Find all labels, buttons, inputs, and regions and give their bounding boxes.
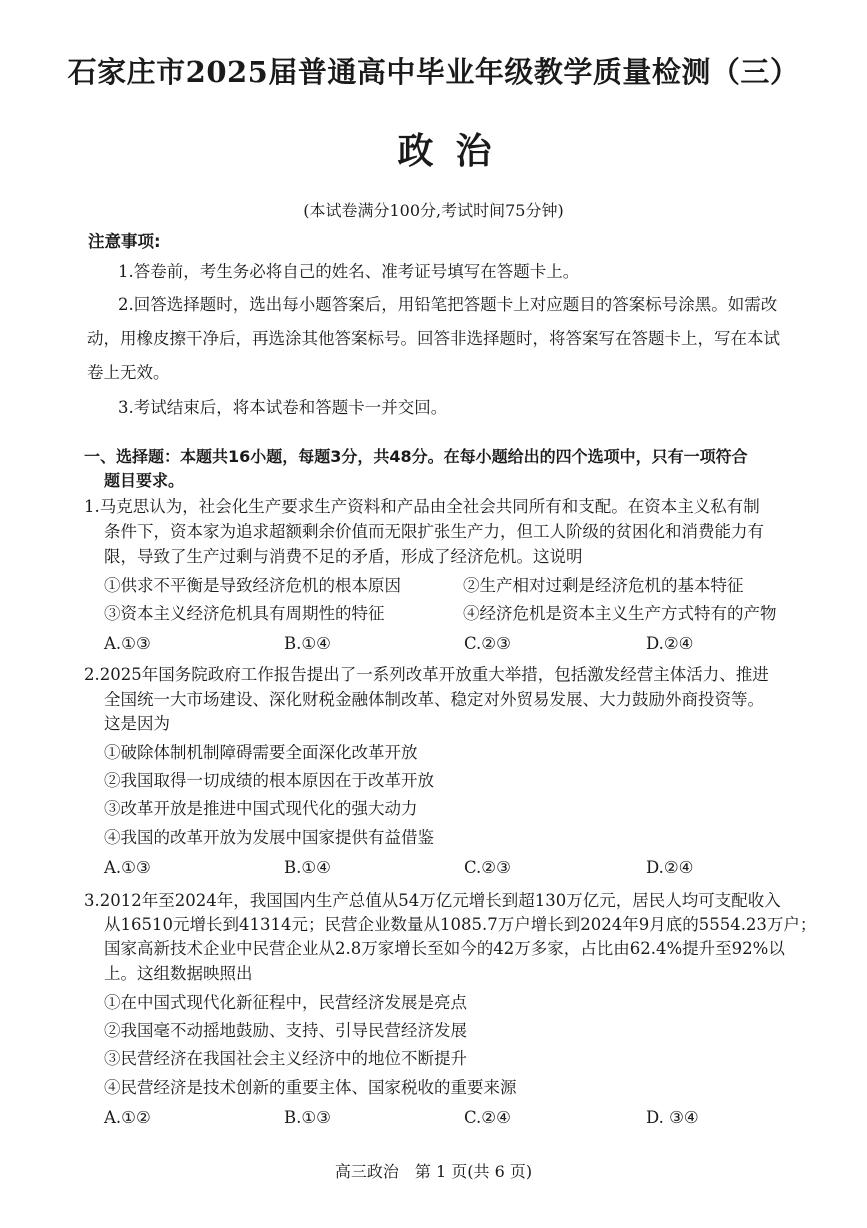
exam-info: (本试卷满分100分,考试时间75分钟) (303, 201, 564, 220)
question-stem: 限，导致了生产过剩与消费不足的矛盾，形成了经济危机。这说明 (104, 547, 583, 566)
statement: ③改革开放是推进中国式现代化的强大动力 (104, 799, 418, 818)
answer-choice: C.②③ (464, 858, 511, 877)
question-stem: 3.2012年至2024年，我国国内生产总值从54万亿元增长到超130万亿元，居民人均可支配收入 (84, 891, 781, 910)
answer-choice: B.①④ (284, 634, 331, 653)
question-stem: 条件下，资本家为追求超额剩余价值而无限扩张生产力，但工人阶级的贫困化和消费能力有 (104, 522, 764, 541)
question-stem: 2.2025年国务院政府工作报告提出了一系列改革开放重大举措，包括激发经营主体活力、推进 (84, 665, 769, 684)
notice-label: 注意事项: (88, 232, 161, 251)
statement: ②我国取得一切成绩的根本原因在于改革开放 (104, 771, 434, 790)
answer-choice: D.②④ (646, 858, 694, 877)
subject-title: 政治 (397, 130, 514, 172)
question-stem: 国家高新技术企业中民营企业从2.8万家增长至如今的42万多家，占比由62.4%提升至92%以 (104, 939, 785, 958)
statement: ④民营经济是技术创新的重要主体、国家税收的重要来源 (104, 1078, 517, 1097)
notice-line: 卷上无效。 (87, 363, 170, 382)
answer-choice: C.②④ (464, 1108, 511, 1127)
notice-line: 2.回答选择题时，选出每小题答案后，用铅笔把答题卡上对应题目的答案标号涂黑。如需改 (118, 295, 778, 314)
answer-choice: A.①② (104, 1108, 151, 1127)
question-stem: 上。这组数据映照出 (104, 964, 253, 983)
question-stem: 这是因为 (104, 714, 170, 733)
statement: ④我国的改革开放为发展中国家提供有益借鉴 (104, 828, 434, 847)
answer-choice: D.②④ (646, 634, 694, 653)
section-heading: 题目要求。 (104, 471, 185, 490)
answer-choice: B.①③ (284, 1108, 331, 1127)
exam-title: 石家庄市2025届普通高中毕业年级教学质量检测（三） (67, 55, 800, 89)
question-stem: 全国统一大市场建设、深化财税金融体制改革、稳定对外贸易发展、大力鼓励外商投资等。 (104, 690, 764, 709)
answer-choice: A.①③ (104, 858, 151, 877)
answer-choice: B.①④ (284, 858, 331, 877)
section-heading: 一、选择题：本题共16小题，每题3分，共48分。在每小题给出的四个选项中，只有一项符合 (84, 447, 748, 466)
question-stem: 从16510元增长到41314元；民营企业数量从1085.7万户增长到2024年9月底的5554.23万户； (104, 915, 817, 934)
page-footer: 高三政治 第 1 页(共 6 页) (334, 1162, 533, 1181)
statement: ③民营经济在我国社会主义经济中的地位不断提升 (104, 1049, 467, 1068)
answer-choice: A.①③ (104, 634, 151, 653)
answer-choice: D. ③④ (646, 1108, 699, 1127)
question-stem: 1.马克思认为，社会化生产要求生产资料和产品由全社会共同所有和支配。在资本主义私有制 (84, 497, 760, 516)
statement: ③资本主义经济危机具有周期性的特征 (104, 604, 385, 623)
notice-line: 1.答卷前，考生务必将自己的姓名、准考证号填写在答题卡上。 (118, 262, 580, 281)
statement: ①在中国式现代化新征程中，民营经济发展是亮点 (104, 993, 467, 1012)
statement: ②我国毫不动摇地鼓励、支持、引导民营经济发展 (104, 1021, 467, 1040)
statement: ②生产相对过剩是经济危机的基本特征 (463, 576, 744, 595)
notice-line: 3.考试结束后，将本试卷和答题卡一并交回。 (118, 398, 448, 417)
statement: ①破除体制机制障碍需要全面深化改革开放 (104, 743, 418, 762)
statement: ①供求不平衡是导致经济危机的根本原因 (104, 576, 401, 595)
notice-line: 动，用橡皮擦干净后，再选涂其他答案标号。回答非选择题时，将答案写在答题卡上，写在本试 (87, 329, 780, 348)
answer-choice: C.②③ (464, 634, 511, 653)
statement: ④经济危机是资本主义生产方式特有的产物 (463, 604, 777, 623)
